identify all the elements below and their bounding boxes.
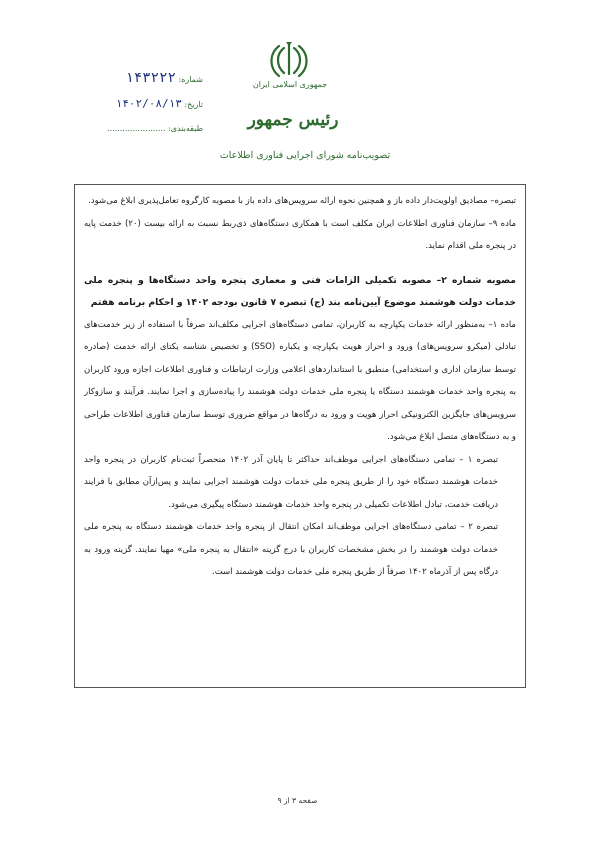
letter-date-row [78, 97, 203, 110]
country-name: جمهوری اسلامی ایران [252, 80, 328, 89]
date-label: تاریخ: [184, 100, 203, 109]
paragraph-article-9: ماده ۹– سازمان فناوری اطلاعات ایران مکلف است با همکاری دستگاه‌های ذی‌ربط نسبت به ارائه بیست (۲۰) خدمت پایه در پنجره ملی اقدام نماید. [84, 218, 516, 251]
resolution-heading: تصویب‌نامه شورای اجرایی فناوری اطلاعات [219, 150, 391, 161]
office-title: رئیس جمهور [247, 110, 339, 130]
page-number: صفحه ۳ از ۹ [277, 796, 318, 805]
number-label: شماره: [178, 75, 203, 84]
paragraph-note-1: تبصره ۱ – تمامی دستگاه‌های اجرایی موظف‌اند حداکثر تا پایان آذر ۱۴۰۲ منحصراً ثبت‌نام کاربران در پنجره واحد خدمات هوشمند دستگاه خود را از طریق پنجره ملی خدمات دولت هوشمند اجرایی نمایند و پس‌ازآن مطابق با فرایند دریافت خدمت، تبادل اطلاعات تکمیلی در پنجره واحد خدمات هوشمند دستگاه پیگیری می‌شود. [84, 454, 499, 510]
letter-number-row [78, 70, 203, 86]
iran-emblem-icon [266, 40, 312, 80]
paragraph-note: تبصره– مصادیق اولویت‌دار داده باز و همچنین نحوه ارائه سرویس‌های داده باز با مصوبه کارگروه تعامل‌پذیری ابلاغ می‌شود. [88, 196, 516, 206]
classification-row [78, 124, 203, 133]
date-value: ۱۴۰۲/۰۸/۱۳ [115, 97, 182, 110]
classification-dots: ....................... [107, 124, 166, 133]
number-value: ۱۴۳۲۲۲ [125, 70, 176, 86]
body-content [84, 190, 516, 584]
resolution-2-title: مصوبه شماره ۲– مصوبه تکمیلی الزامات فنی و معماری پنجره واحد دستگاه‌ها و پنجره ملی خدمات دولت هوشمند موضوع آیین‌نامه بند (ج) تبصره ۷ قانون بودجه ۱۴۰۲ و احکام برنامه هفتم [84, 274, 516, 308]
paragraph-note-2: تبصره ۲ – تمامی دستگاه‌های اجرایی موظف‌اند امکان انتقال از پنجره واحد خدمات هوشمند دستگاه به پنجره ملی خدمات دولت هوشمند را در بخش مشخصات کاربران با درج گزینه «انتقال به پنجره ملی» مهیا نمایند. گزینه ورود به درگاه پس از آذرماه ۱۴۰۲ صرفاً از طریق پنجره ملی خدمات دولت هوشمند است. [84, 522, 498, 577]
paragraph-article-1: ماده ۱– به‌منظور ارائه خدمات یکپارچه به کاربران، تمامی دستگاه‌های اجرایی مکلف‌اند صرفاً با استفاده از زیر خدمت‌های تبادلی (میکرو سرویس‌های) ورود و احراز هویت یکپارچه و یکباره (SSO) و تخصیص شناسه یکتای ارائه خدمت (صادره توسط سازمان اداری و استخدامی) منطبق با استانداردهای اعلامی وزارت ارتباطات و فناوری اطلاعات اجازه ورود کاربران به پنجره واحد خدمات هوشمند دستگاه یا پنجره ملی خدمات دولت هوشمند را پیاده‌سازی و اجرا نمایند. فرآیند و سازوکار سرویس‌های جایگزین الکترونیکی احراز هویت و ورود به درگاه‌ها در مواقع ضروری توسط سازمان فناوری اطلاعات طراحی و به دستگاه‌های متصل ابلاغ می‌شود. [84, 319, 516, 442]
classification-label: طبقه‌بندی: [168, 124, 203, 133]
